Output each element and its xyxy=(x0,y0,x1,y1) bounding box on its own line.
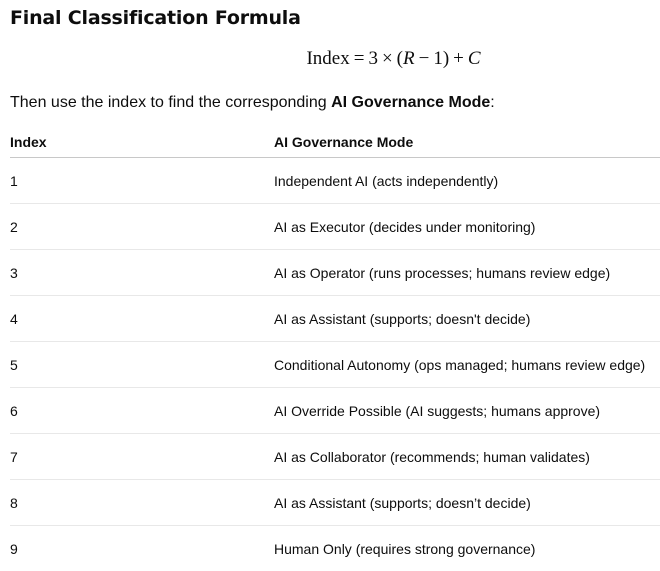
table-row xyxy=(10,204,660,250)
row-index: 9 xyxy=(10,540,18,557)
header-mode: AI Governance Mode xyxy=(274,133,414,150)
row-mode: AI as Collaborator (recommends; human validates) xyxy=(274,448,590,465)
row-index: 5 xyxy=(10,356,18,373)
formula-equals: = xyxy=(353,48,365,69)
header-index: Index xyxy=(10,133,47,150)
row-index: 8 xyxy=(10,494,18,511)
row-mode: Conditional Autonomy (ops managed; humans review edge) xyxy=(274,356,646,373)
formula-r: R xyxy=(402,48,415,69)
row-index: 7 xyxy=(10,448,18,465)
table-row xyxy=(10,250,660,296)
formula-c: C xyxy=(467,48,481,69)
row-index: 2 xyxy=(10,218,18,235)
formula-close-paren: ) xyxy=(442,48,450,69)
table-row xyxy=(10,526,660,571)
row-mode: AI as Assistant (supports; doesn't decide) xyxy=(274,310,531,327)
section-heading: Final Classification Formula xyxy=(10,7,301,29)
row-mode: AI as Assistant (supports; doesn’t decide) xyxy=(274,494,531,511)
row-mode: AI Override Possible (AI suggests; humans approve) xyxy=(274,402,601,419)
formula-times: × xyxy=(381,48,393,69)
intro-bold: AI Governance Mode xyxy=(331,94,491,111)
formula-one: 1 xyxy=(433,48,443,69)
table-header-row xyxy=(10,126,660,158)
formula-open-paren: ( xyxy=(396,48,403,69)
table-row xyxy=(10,388,660,434)
table-row xyxy=(10,296,660,342)
governance-mode-table xyxy=(10,126,660,571)
row-mode: AI as Executor (decides under monitoring) xyxy=(274,218,536,235)
formula-plus: + xyxy=(453,48,464,69)
formula-three: 3 xyxy=(368,48,378,69)
table-row xyxy=(10,434,660,480)
row-mode: Independent AI (acts independently) xyxy=(274,172,499,189)
classification-formula xyxy=(0,48,660,70)
row-mode: Human Only (requires strong governance) xyxy=(274,540,536,557)
row-index: 1 xyxy=(10,172,18,189)
formula-lhs: Index xyxy=(306,48,350,69)
formula-minus: − xyxy=(418,48,430,69)
row-index: 3 xyxy=(10,264,18,281)
table-row xyxy=(10,480,660,526)
intro-suffix: : xyxy=(490,94,495,111)
row-index: 6 xyxy=(10,402,18,419)
row-mode: AI as Operator (runs processes; humans review edge) xyxy=(274,264,611,281)
row-index: 4 xyxy=(10,310,18,327)
intro-text: Then use the index to find the corresponding xyxy=(10,94,332,111)
intro-paragraph xyxy=(10,94,495,112)
table-row xyxy=(10,342,660,388)
table-row xyxy=(10,158,660,204)
